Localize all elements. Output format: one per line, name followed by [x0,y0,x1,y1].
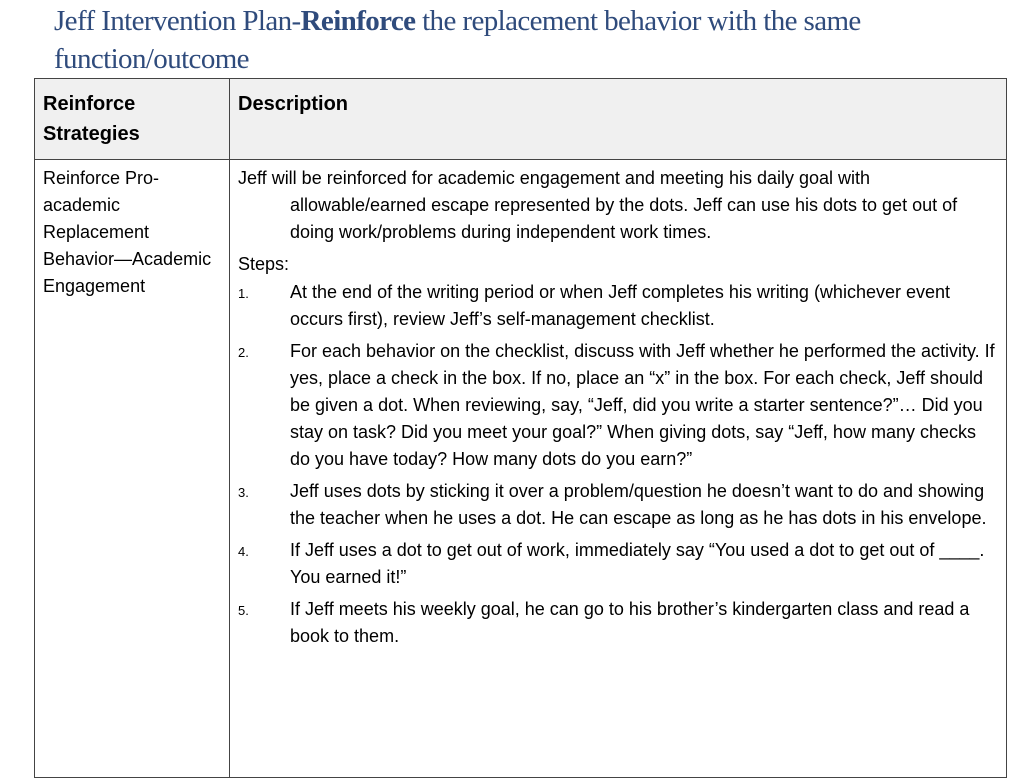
steps-list [238,279,998,650]
step-text: If Jeff uses a dot to get out of work, immediately say “You used a dot to get out of ____. You earned it!” [290,540,985,587]
step-number: 1. [238,286,249,301]
step-item [238,596,998,650]
header-description: Description [230,79,1007,160]
step-number: 5. [238,603,249,618]
slide-title [54,2,1014,78]
step-item [238,279,998,333]
step-number: 3. [238,485,249,500]
intervention-table [34,78,1007,778]
step-number: 2. [238,345,249,360]
steps-label: Steps: [238,254,290,274]
title-bold: Reinforce [300,5,416,37]
step-item [238,537,998,591]
description-intro: Jeff will be reinforced for academic engagement and meeting his daily goal with allowable/earned escape represented by the dots. Jeff can use his dots to get out of doing work/problems during independent work times. [238,168,958,242]
step-text: If Jeff meets his weekly goal, he can go to his brother’s kindergarten class and read a book to them. [290,599,970,646]
table-header-row [35,79,1007,160]
step-text: For each behavior on the checklist, discuss with Jeff whether he performed the activity. If yes, place a check in the box. If no, place an “x” in the box. For each check, Jeff should be given a dot. When reviewing, say, “Jeff, did you write a starter sentence?”… Did you stay on task? Did you meet your goal?” When giving dots, say “Jeff, how many checks do you have today? How many dots do you earn?” [290,341,995,469]
description-cell [230,160,1007,778]
table-row [35,160,1007,778]
title-suffix: the replacement behavior with the same function/outcome [54,5,861,75]
step-text: Jeff uses dots by sticking it over a problem/question he doesn’t want to do and showing the teacher when he uses a dot. He can escape as long as he has dots in his envelope. [290,481,987,528]
strategy-cell: Reinforce Pro-academic Replacement Behavior—Academic Engagement [35,160,230,778]
step-item [238,478,998,532]
title-prefix: Jeff Intervention Plan- [54,5,301,37]
step-number: 4. [238,544,249,559]
header-strategies: Reinforce Strategies [35,79,230,160]
step-text: At the end of the writing period or when Jeff completes his writing (whichever event occurs first), review Jeff’s self-management checklist. [290,282,951,329]
step-item [238,338,998,473]
